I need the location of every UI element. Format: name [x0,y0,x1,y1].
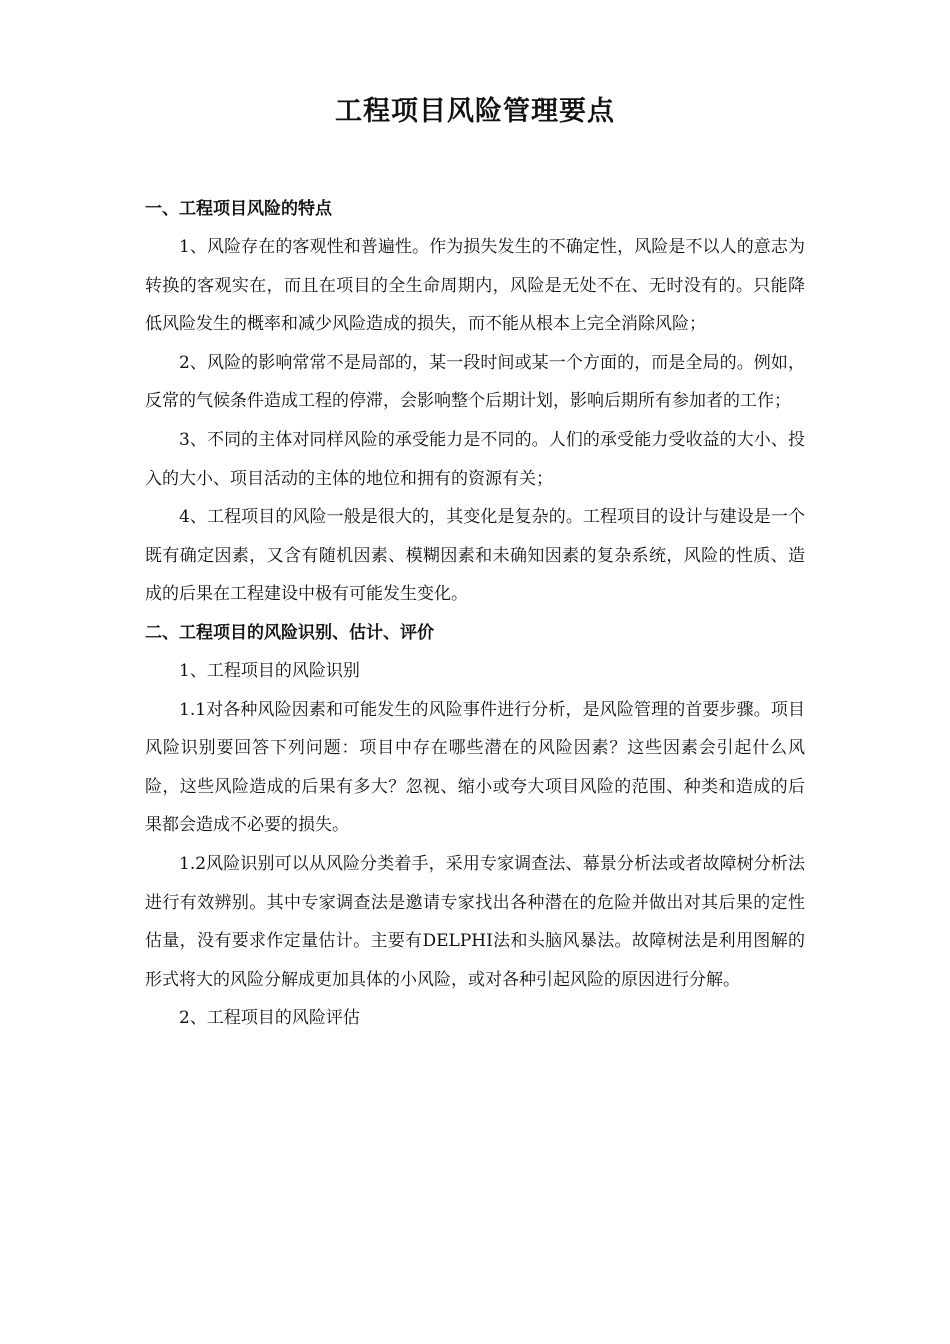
document-page [145,80,805,1038]
subsection-heading: 2、工程项目的风险评估 [179,1008,360,1029]
document-title: 工程项目风险管理要点 [335,96,615,127]
paragraph: 4、工程项目的风险一般是很大的，其变化是复杂的。工程项目的设计与建设是一个既有确定因素，又含有随机因素、模糊因素和未确知因素的复杂系统，风险的性质、造成的后果在工程建设中极有可能发生变化。 [145,507,805,605]
subsection-heading: 1、工程项目的风险识别 [179,660,360,681]
section-heading: 一、工程项目风险的特点 [145,199,332,219]
section-identification [145,614,805,1038]
paragraph: 1、风险存在的客观性和普遍性。作为损失发生的不确定性，风险是不以人的意志为转换的客观实在，而且在项目的全生命周期内，风险是无处不在、无时没有的。只能降低风险发生的概率和减少风险造成的损失，而不能从根本上完全消除风险； [145,237,805,335]
paragraph: 1.2风险识别可以从风险分类着手，采用专家调查法、幕景分析法或者故障树分析法进行有效辨别。其中专家调查法是邀请专家找出各种潜在的危险并做出对其后果的定性估量，没有要求作定量估计。主要有DELPHI法和头脑风暴法。故障树法是利用图解的形式将大的风险分解成更加具体的小风险，或对各种引起风险的原因进行分解。 [145,853,805,990]
section-heading: 二、工程项目的风险识别、估计、评价 [145,622,434,643]
title-spacer [145,144,805,190]
paragraph: 2、风险的影响常常不是局部的，某一段时间或某一个方面的，而是全局的。例如，反常的气候条件造成工程的停滞，会影响整个后期计划，影响后期所有参加者的工作； [145,352,805,412]
paragraph: 1.1对各种风险因素和可能发生的风险事件进行分析，是风险管理的首要步骤。项目风险识别要回答下列问题：项目中存在哪些潜在的风险因素？这些因素会引起什么风险，这些风险造成的后果有多大？忽视、缩小或夸大项目风险的范围、种类和造成的后果都会造成不必要的损失。 [145,699,805,836]
paragraph: 3、不同的主体对同样风险的承受能力是不同的。人们的承受能力受收益的大小、投入的大小、项目活动的主体的地位和拥有的资源有关； [145,429,805,489]
section-characteristics [145,190,805,614]
